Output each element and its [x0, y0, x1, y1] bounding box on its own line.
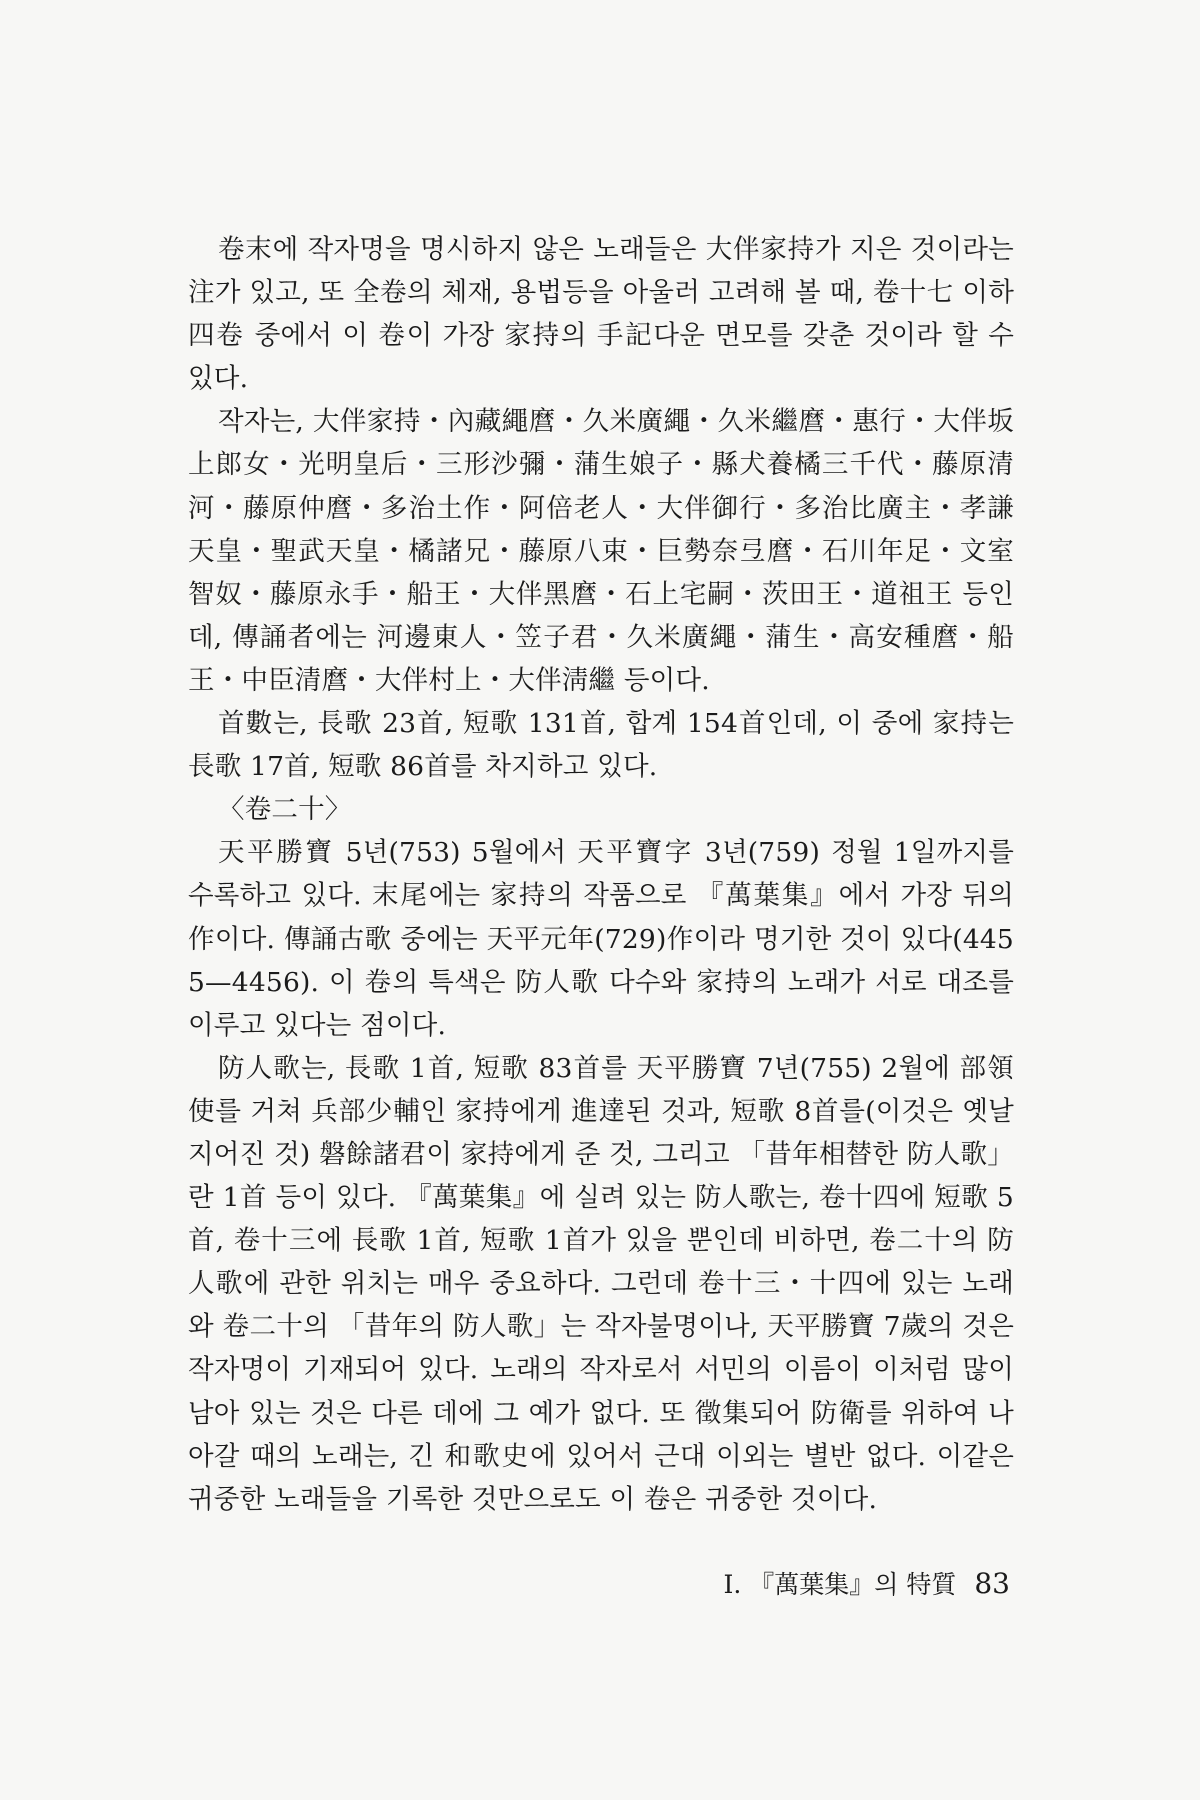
page-footer	[723, 1565, 1010, 1601]
paragraph-3-poem-count: 首數는, 長歌 23首, 短歌 131首, 합계 154首인데, 이 중에 家持는 長歌 17首, 短歌 86首를 차지하고 있다.	[188, 708, 1014, 783]
paragraph-2-authors: 작자는, 大伴家持・內藏繩麿・久米廣繩・久米繼麿・惠行・大伴坂上郎女・光明皇后・三形沙彌・蒲生娘子・縣犬養橘三千代・藤原清河・藤原仲麿・多治土作・阿倍老人・大伴御行・多治比廣主・孝謙天皇・聖武天皇・橘諸兄・藤原八束・巨勢奈弖麿・石川年足・文室智奴・藤原永手・船王・大伴黑麿・石上宅嗣・茨田王・道祖王 등인데, 傳誦者에는 河邊東人・笠子君・久米廣繩・蒲生・高安種麿・船王・中臣清麿・大伴村上・大伴淸繼 등이다.	[188, 406, 1014, 696]
running-title: I. 『萬葉集』의 特質	[723, 1570, 957, 1599]
section-heading-volume-20: 〈卷二十〉	[218, 794, 352, 826]
paragraph-1: 卷末에 작자명을 명시하지 않은 노래들은 大伴家持가 지은 것이라는 注가 있고, 또 全卷의 체재, 용법등을 아울러 고려해 볼 때, 卷十七 이하 四卷 중에서 이 卷이 가장 家持의 手記다운 면모를 갖춘 것이라 할 수 있다.	[188, 234, 1014, 395]
paragraph-4-volume-20: 天平勝寶 5년(753) 5월에서 天平寶字 3년(759) 정월 1일까지를 수록하고 있다. 末尾에는 家持의 작품으로 『萬葉集』에서 가장 뒤의 作이다. 傳誦古歌 중에는 天平元年(729)作이라 명기한 것이 있다(4455—4456). 이 卷의 특색은 防人歌 다수와 家持의 노래가 서로 대조를 이루고 있다는 점이다.	[188, 837, 1014, 1041]
body-text	[188, 228, 1014, 1521]
page-number: 83	[974, 1567, 1010, 1600]
paragraph-5-sakimori-songs: 防人歌는, 長歌 1首, 短歌 83首를 天平勝寶 7년(755) 2월에 部領使를 거쳐 兵部少輔인 家持에게 進達된 것과, 短歌 8首를(이것은 옛날 지어진 것) 磐餘諸君이 家持에게 준 것, 그리고 「昔年相替한 防人歌」란 1首 등이 있다. 『萬葉集』에 실려 있는 防人歌는, 卷十四에 短歌 5首, 卷十三에 長歌 1首, 短歌 1首가 있을 뿐인데 비하면, 卷二十의 防人歌에 관한 위치는 매우 중요하다. 그런데 卷十三・十四에 있는 노래와 卷二十의 「昔年의 防人歌」는 작자불명이나, 天平勝寶 7歲의 것은 작자명이 기재되어 있다. 노래의 작자로서 서민의 이름이 이처럼 많이 남아 있는 것은 다른 데에 그 예가 없다. 또 徵集되어 防衛를 위하여 나아갈 때의 노래는, 긴 和歌史에 있어서 근대 이외는 별반 없다. 이같은 귀중한 노래들을 기록한 것만으로도 이 卷은 귀중한 것이다.	[188, 1052, 1014, 1515]
